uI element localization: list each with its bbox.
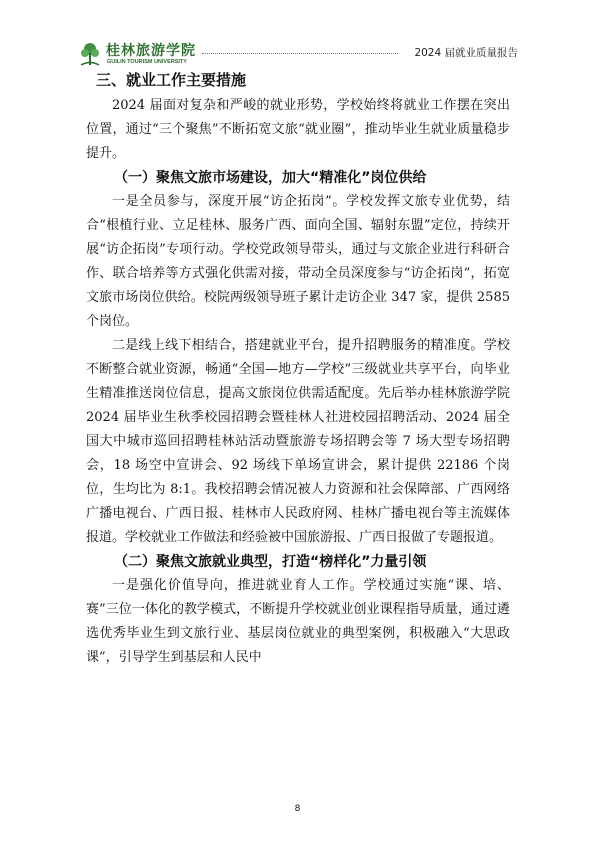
paragraph: 二是线上线下相结合，搭建就业平台，提升招聘服务的精准度。学校不断整合就业资源，畅通“全国—地方—学校”三级就业共享平台，向毕业生精准推送岗位信息，提高文旅岗位供需适配度。先后举办桂林旅游学院 2024 届毕业生秋季校园招聘会暨桂林人社进校园招聘活动、2024 届全国大中城市巡回招聘桂林站活动暨旅游专场招聘会等 7 场大型专场招聘会，18 场空中宣讲会、92 场线下单场宣讲会，累计提供 22186 个岗位，生均比为 8:1。我校招聘会情况被人力资源和社会保障部、广西网络广播电视台、广西日报、桂林市人民政府网、桂林广播电视台等主流媒体报道。学校就业工作做法和经验被中国旅游报、广西日报做了专题报道。 [86, 338, 510, 545]
intro-paragraph: 2024 届面对复杂和严峻的就业形势，学校始终将就业工作摆在突出位置，通过“三个聚焦”不断拓宽文旅“就业圈”，推动毕业生就业质量稳步提升。 [86, 98, 510, 161]
header-leader-dots [202, 53, 398, 54]
paragraph: 一是强化价值导向，推进就业育人工作。学校通过实施“课、培、赛”三位一体化的教学模式，不断提升学校就业创业课程指导质量，通过遴选优秀毕业生到文旅行业、基层岗位就业的典型案例，积极融入“大思政课”，引导学生到基层和人民中 [86, 578, 510, 665]
logo-text-en: GUILIN TOURISM UNIVERSITY [107, 59, 187, 65]
subsection-heading-1: （一）聚焦文旅市场建设，加大“精准化”岗位供给 [114, 170, 427, 186]
logo-text-cn: 桂林旅游学院 [106, 43, 196, 59]
report-title: 2024 届就业质量报告 [414, 47, 518, 59]
page-number: 8 [294, 804, 301, 814]
subsection-heading-2: （二）聚焦文旅就业典型，打造“榜样化”力量引领 [114, 554, 427, 570]
university-emblem-icon [78, 40, 102, 68]
paragraph: 一是全员参与，深度开展“访企拓岗”。学校发挥文旅专业优势，结合“根植行业、立足桂林、服务广西、面向全国、辐射东盟”定位，持续开展“访企拓岗”专项行动。学校党政领导带头，通过与文旅企业进行科研合作、联合培养等方式强化供需对接，带动全员深度参与“访企拓岗”，拓宽文旅市场岗位供给。校院两级领导班子累计走访企业 347 家，提供 2585 个岗位。 [86, 194, 510, 329]
page-header [78, 40, 518, 70]
document-body [86, 70, 510, 670]
section-heading: 三、就业工作主要措施 [96, 71, 247, 89]
